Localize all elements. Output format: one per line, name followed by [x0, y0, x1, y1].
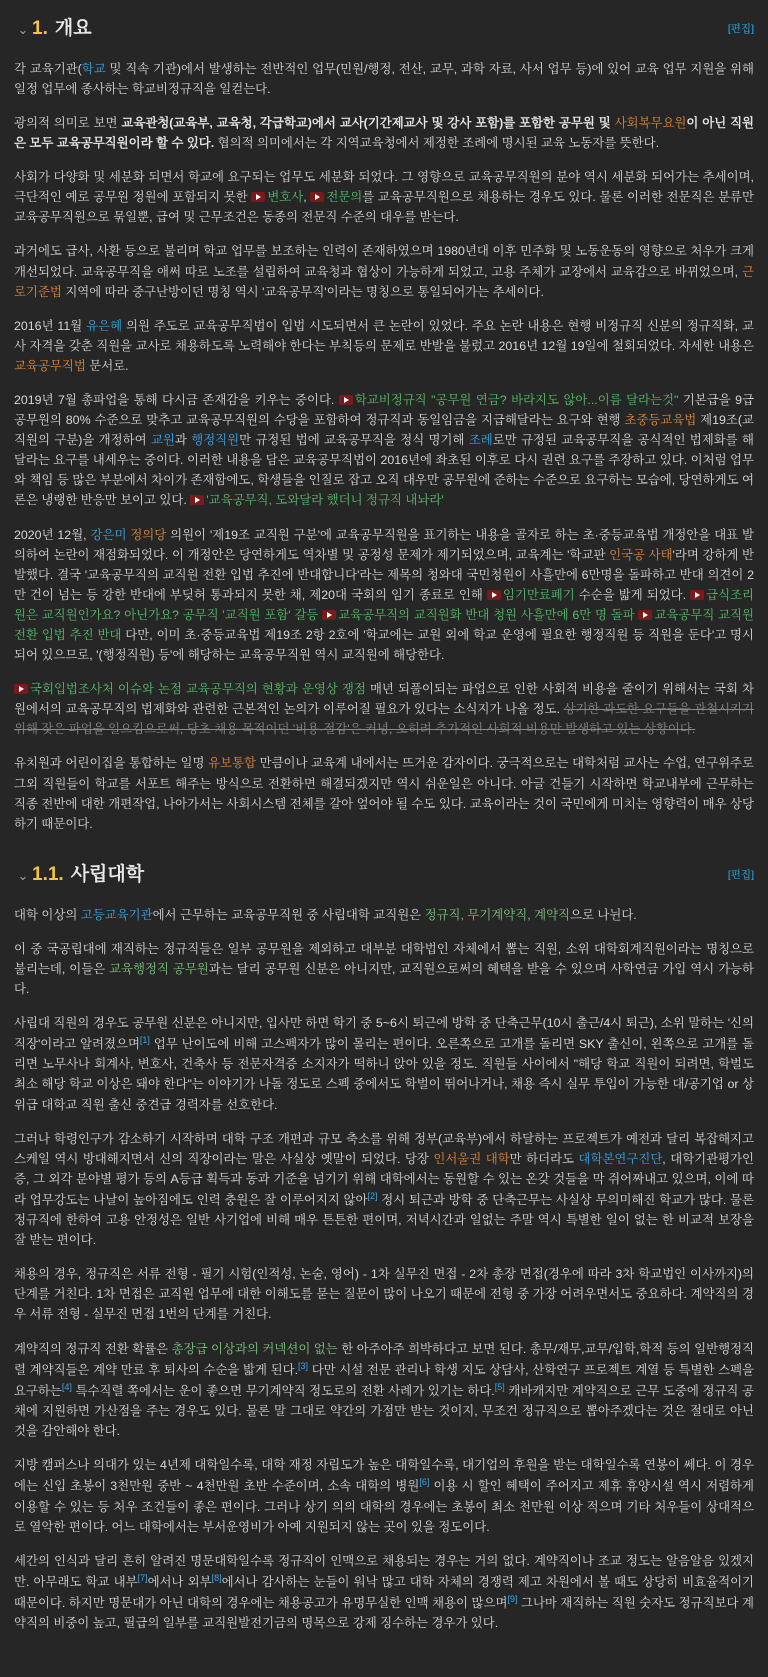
- sub-paragraph-3: 사립대 직원의 경우도 공무원 신분은 아니지만, 입사만 하면 학기 중 5~6시 퇴근에 방학 중 단축근무(10시 출근/4시 퇴근), 소위 말하는 '신의 직장'이라고 알려졌으며[1] 업무 난이도에 비해 고스펙자가 많이 몰리는 편이다. 오른쪽으로 고개를 돌리면 SKY 출신이, 왼쪽으로 고개를 돌리면 노무사나 회계사, 변호사, 건축사 등 전문자격증 소지자가 떡하니 앉아 있을 정도. 직원들 사이에서 "해당 학교 직원이 되려면, 학벌도 최소 해당 학교 이상은 돼야 한다"는 이야기가 나돌 정도로 스펙 중에서도 학벌이 뛰어나거나, 채용 즉시 실무 투입이 가능한 대/공기업 or 상위급 대학교 직원 출신 중견급 경력자를 선호한다.: [14, 1016, 754, 1112]
- section-heading-private-university: [14, 860, 754, 891]
- sub-paragraph-5: 채용의 경우, 정규직은 서류 전형 - 필기 시험(인적성, 논술, 영어) - 1차 실무진 면접 - 2차 총장 면접(경우에 따라 3차 학교법인 이사까지)의 단계를 거친다. 1차 면접은 교직원 업무에 대한 이해도를 묻는 질문이 많이 나오기 때문에 전형 중 가장 어려우면서도 중요하다. 계약직의 경우 서류 전형 - 실무진 면접 1번의 단계를 거친다.: [14, 1267, 754, 1322]
- paragraph-8: 국회입법조사처 이슈와 논점 교육공무직의 현황과 운영상 쟁점 매년 되풀이되는 파업으로 인한 사회적 비용을 줄이기 위해서는 국회 차원에서의 교육공무직의 법제화와 관련한 근본적인 논의가 이루어질 필요가 있다는 소식지가 나올 정도. 상기한 과도한 요구들을 관철시키기 위해 잦은 파업을 일으킴으로써, 당초 채용 목적이던 '비용·절감'은 커녕, 오히려 추가적인 사회적 비용만 발생하고 있는 상황이다.: [14, 682, 755, 737]
- video-icon: [690, 590, 704, 600]
- video-icon: [322, 610, 336, 620]
- subsection-title-block: [32, 860, 144, 891]
- section-number: 1.: [32, 18, 48, 39]
- video-icon: [251, 192, 265, 202]
- footnote-ref[interactable]: [5]: [494, 1381, 505, 1392]
- video-icon: [190, 495, 204, 505]
- section-number: 1.1.: [32, 863, 64, 885]
- paragraph-7: 2020년 12월, 강은미 정의당 의원이 '제19조 교직원 구분'에 교육공무직원을 표기하는 내용을 골자로 하는 초·중등교육법 개정안을 대표 발의하여 논란이 재점화되었다. 이 개정안은 당연하게도 역차별 및 공정성 문제가 제기되었으며, 교육계는 '학교판 인국공 사태'라며 강하게 반발했다. 결국 '교육공무직의 교직원 전환 입법 추진에 반대합니다'라는 제목의 청와대 국민청원이 사흘만에 6만명을 돌파하고 반대 의견이 2만 건이 넘는 등 강한 반대에 부딪혀 통과되지 못한 채, 제20대 국회의 임기 종료로 인해 임기만료폐기 수순을 밟게 되었다. 급식조리원은 교직원인가요? 아닌가요? 공무직 '교직원 포함' 갈등 교육공무직의 교직원화 반대 청원 사흘만에 6만 명 돌파 교육공무직 교직원 전환 입법 추진 반대 다만, 이미 초·중등교육법 제19조 2항 2호에 '학교에는 교원 외에 학교 운영에 필요한 행정직원 등 직원을 둔다'고 명시되어 있으므로, '(행정직원) 등'에 해당하는 교육공무직원 역시 교직원에 해당한다.: [14, 527, 755, 663]
- sub-paragraph-4: 그러나 학령인구가 감소하기 시작하며 대학 구조 개편과 규모 축소를 위해 정부(교육부)에서 하달하는 프로젝트가 예전과 달리 복잡해지고 스케일 역시 방대해지면서 신의 직장이라는 말은 사실상 옛말이 되었다. 당장 인서울권 대학만 하더라도 대학본연구진단, 대학기관평가인증, 그 외각 분야별 평가 등의 A등급 획득과 동과 기준을 넘기기 위해 대학에서는 동원할 수 있는 온갖 것들을 막 쥐어짜내고 있으며, 이에 따라 업무강도는 나날이 높아짐에도 인력 충원은 잘 이루어지지 않아[2] 정시 퇴근과 방학 중 단축근무는 사실상 무의미해진 학교가 많다. 물론 정규직에 한하여 고용 안정성은 일반 사기업에 비해 매우 튼튼한 편이며, 저녁시간과 일없는 주말 역시 특별한 일이 없는 한 비교적 보장을 잘 받는 편이다.: [14, 1131, 755, 1248]
- video-icon: [638, 610, 652, 620]
- video-icon: [310, 192, 324, 202]
- section-title: 사립대학: [70, 863, 145, 885]
- paragraph-4: 과거에도 급사, 사환 등으로 불리며 학교 업무를 보조하는 인력이 존재하였으며 1980년대 이후 민주화 및 노동운동의 영향으로 처우가 크게 개선되었다. 교육공무직을 애써 따로 노조를 설립하여 교육청과 협상이 가능하게 되었고, 고용 주체가 교장에서 교육감으로 바뀌었으며, 근로기준법 지역에 따라 중구난방이던 명칭 역시 '교육공무직'이라는 명칭으로 통일되어가는 추세이다.: [14, 244, 754, 299]
- paragraph-2: 광의적 의미로 보면 교육관청(교육부, 교육청, 각급학교)에서 교사(기간제교사 및 강사 포함)를 포함한 공무원 및 사회복무요원이 아닌 직원은 모두 교육공무직원이라 할 수 있다. 협의적 의미에서는 각 지역교육청에서 제정한 조례에 명시된 교육 노동자를 뜻한다.: [14, 115, 755, 151]
- paragraph-3: 사회가 다양화 및 세분화 되면서 학교에 요구되는 업무도 세분화 되었다. 그 영향으로 교육공무직원의 분야 역시 세분화 되어가는 추세이며, 극단적인 예로 공무원 정원에 포함되지 못한 변호사, 전문의를 교육공무직원으로 채용하는 경우도 있다. 물론 이러한 전문직은 분류만 교육공무직원으로 묶일뿐, 급여 및 근무조건은 동종의 전문직 수준의 대우를 받는다.: [14, 170, 754, 225]
- paragraph-6: 2019년 7월 총파업을 통해 다시금 존재감을 키우는 중이다. 학교비정규직 "공무원 연금? 바라지도 않아...이름 달라는것" 기본급을 9급 공무원의 80% 수준으로 맞추고 교육공무직원의 수당을 포함하여 정규직과 동일임금을 지급해달라는 요구와 현행 초중등교육법 제19조(교직원의 구분)을 개정하여 교원과 행정직원만 규정된 법에 교육공무직을 정식 명기해 조례로만 규정된 교육공무직을 공식적인 법제화를 해 달라는 요구를 내세우는 중이다. 이러한 내용을 담은 교육공무직법이 2016년에 좌초된 이후로 다시 권련 요구를 주장하고 있다. 이처럼 업무와 책임 등 많은 부분에서 차이가 존재함에도, 학생들을 인질로 잡고 오직 대우만 공무원에 준하는 수준으로 요구하는 모습에, 당연하게도 여론은 냉랭한 반응만 보이고 있다. '교육공무직, 도와달라 했더니 정규직 내놔라': [14, 392, 755, 508]
- footnote-ref[interactable]: [1]: [139, 1035, 150, 1046]
- video-icon: [14, 684, 28, 694]
- page-title: [32, 14, 92, 45]
- section-heading-overview: [14, 14, 754, 45]
- sub-paragraph-2: 이 중 국공립대에 재직하는 정규직들은 일부 공무원을 제외하고 대부분 대학법인 자체에서 뽑는 직원, 소위 대학회계직원이라는 명칭으로 불리는데, 이들은 교육행정직 공무원과는 달리 공무원 신분은 아니지만, 교직원으로써의 혜택을 받을 수 있으며 사학연금 가입 역시 가능하다.: [14, 941, 754, 996]
- collapse-toggle-icon[interactable]: ⌄: [17, 21, 29, 37]
- footnote-ref[interactable]: [9]: [507, 1594, 518, 1605]
- sub-paragraph-8: 세간의 인식과 달리 흔히 알려진 명문대학일수록 정규직이 인맥으로 채용되는 경우는 거의 없다. 계약직이나 조교 정도는 알음알음 있겠지만. 아무래도 학교 내부[7]에서나 외부[8]에서나 감사하는 눈들이 워낙 많고 대학 자체의 경쟁력 제고 차원에서 볼 때도 상당히 비효율적이기 때문이다. 하지만 명문대가 아닌 대학의 경우에는 채용공고가 유명무실한 인맥 채용이 많으며[9] 그나마 재직하는 직원 숫자도 정규직보다 계약직의 비중이 높고, 필급의 일부를 교직원발전기금의 명목으로 강제 징수하는 경우가 있다.: [14, 1553, 755, 1631]
- paragraph-9: 유치원과 어린이집을 통합하는 일명 유보통합 만큼이나 교육계 내에서는 뜨거운 감자이다. 궁극적으로는 대학처럼 교사는 수업, 연구위주로 그외 직원들이 학교를 서포트 해주는 방식으로 전환하면 해결되겠지만 역시 쉬운일은 아니다. 아글 건들기 시작하면 학교내부에 근무하는 직종 전반에 대한 개편작업, 나아가서는 사회시스템 전체를 갈아 엎어야 될 수도 있다. 교육이라는 것이 국민에게 미치는 영향력이 매우 상당하기 때문이다.: [14, 756, 754, 831]
- footnote-ref[interactable]: [3]: [298, 1360, 309, 1371]
- footnote-ref[interactable]: [7]: [137, 1572, 148, 1583]
- video-icon: [487, 590, 501, 600]
- video-icon: [339, 395, 353, 405]
- struck-text: 상기한 과도한 요구들을 관철시키기 위해 잦은 파업을 일으킴으로써, 당초 채용 목적이던 '비용·절감'은 커녕, 오히려 추가적인 사회적 비용만 발생하고 있는 상황이다.: [14, 702, 754, 737]
- footnote-ref[interactable]: [2]: [367, 1190, 378, 1201]
- sub-paragraph-6: 계약직의 정규직 전환 확률은 총장급 이상과의 커넥션이 없는 한 아주아주 희박하다고 보면 된다. 총무/재무,교무/입학,학적 등의 일반행정직렬 계약직들은 계약 만료 후 퇴사의 수순을 밟게 된다.[3] 다만 시설 전문 관리나 학생 지도 상담사, 산학연구 프로젝트 계열 등 특별한 스펙을 요구하는[4] 특수직렬 쪽에서는 운이 좋으면 무기계약직 정도로의 전환 사례가 있기는 하다.[5] 캐바캐지만 계약직으로 근무 도중에 정규직 공채에 지원하면 가산점을 주는 경우도 있다. 물론 말 그대로 약간의 가점만 받는 것이지, 무조건 정규직으로 뽑아주겠다는 것은 절대로 아닌 것을 감안해야 한다.: [14, 1341, 755, 1439]
- edit-link[interactable]: [편집]: [727, 22, 754, 35]
- section-title: 개요: [54, 18, 92, 39]
- collapse-toggle-icon[interactable]: ⌄: [17, 867, 29, 883]
- paragraph-1: 각 교육기관(학교 및 직속 기관)에서 발생하는 전반적인 업무(민원/행정, 전산, 교무, 과학 자료, 사서 업무 등)에 있어 교육 업무 지원을 위해 일정 업무에 종사하는 학교비정규직을 일컫는다.: [14, 61, 754, 96]
- edit-link[interactable]: [편집]: [727, 868, 754, 881]
- footnote-ref[interactable]: [6]: [419, 1477, 430, 1488]
- footnote-ref[interactable]: [4]: [61, 1381, 72, 1392]
- footnote-ref[interactable]: [8]: [211, 1572, 222, 1583]
- paragraph-5: 2016년 11월 유은혜 의원 주도로 교육공무직법이 입법 시도되면서 큰 논란이 있었다. 주요 논란 내용은 현행 비정규직 신분의 정규직화, 교사 자격을 갖춘 직원을 교사로 채용하도록 노력해야 한다는 부칙등의 문제로 반발을 불렀고 2016년 12월 19일에 철회되었다. 자세한 내용은 교육공무직법 문서로.: [14, 318, 754, 373]
- sub-paragraph-7: 지방 캠퍼스나 의대가 있는 4년제 대학일수록, 대학 재정 자립도가 높은 대학일수록, 대기업의 후원을 받는 대학일수록 연봉이 쎄다. 이 경우에는 신입 초봉이 3천만원 중반 ~ 4천만원 초반 수준이며, 소속 대학의 병원[6] 이용 시 할인 혜택이 주어지고 제휴 휴양시설 역시 저렴하게 이용할 수 있는 등 처우 조건들이 좋은 편이다. 그러나 상기 의의 대학의 경우에는 초봉이 최소 천만원 이상 적으며 기타 처우들이 상대적으로 열악한 편이다. 어느 대학에서는 부서운영비가 아예 지원되지 않는 곳이 있을 정도이다.: [14, 1458, 754, 1534]
- sub-paragraph-1: 대학 이상의 고등교육기관에서 근무하는 교육공무직원 중 사립대학 교직원은 정규직, 무기계약직, 계약직으로 나뉜다.: [14, 907, 637, 922]
